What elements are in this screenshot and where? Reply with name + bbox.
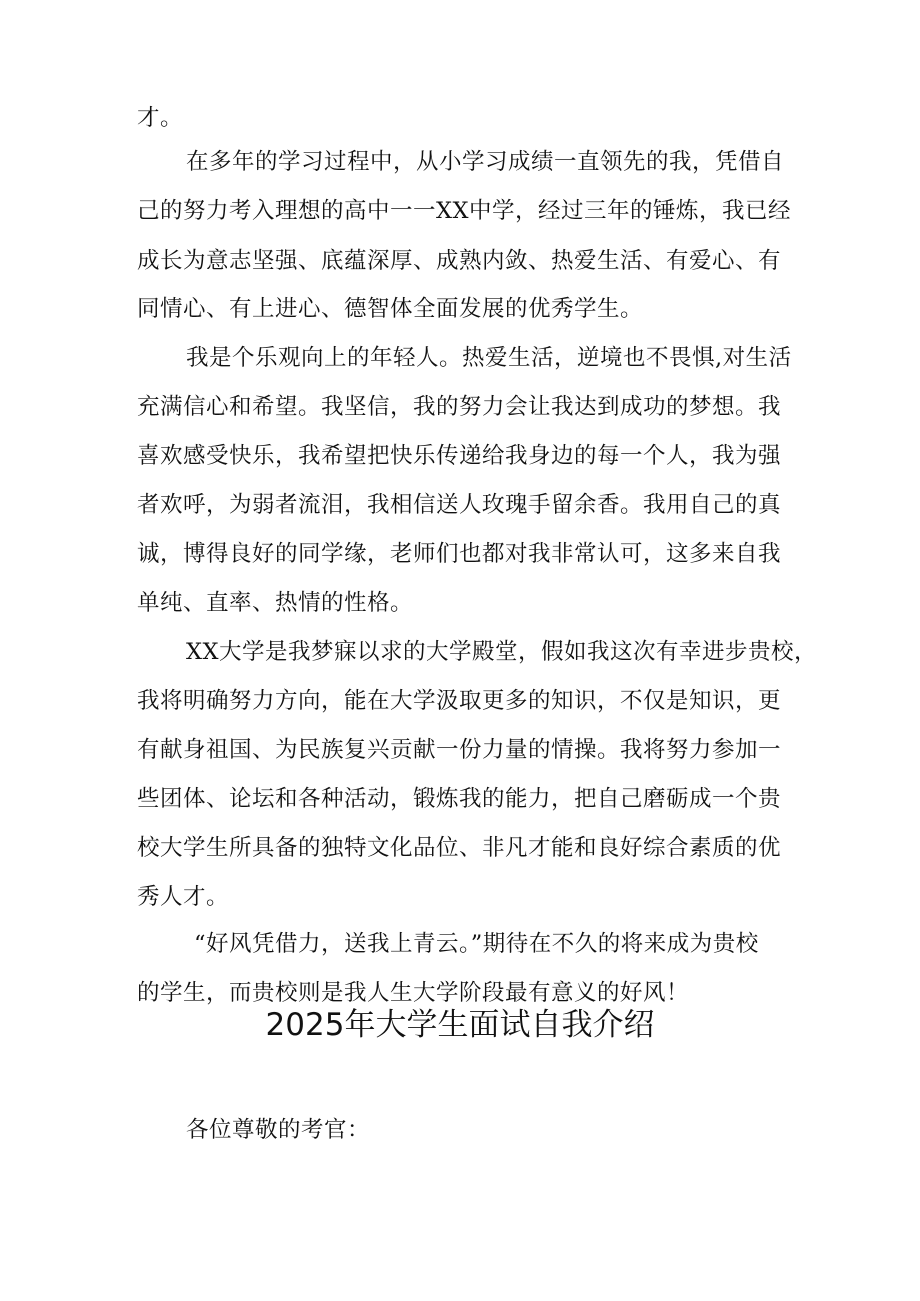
- paragraph-line: XX大学是我梦寐以求的大学殿堂，假如我这次有幸进步贵校，: [186, 639, 818, 665]
- paragraph-line: 秀人才。: [137, 884, 230, 910]
- paragraph-line: 才。: [137, 105, 184, 131]
- greeting-line: 各位尊敬的考官：: [186, 1117, 371, 1143]
- paragraph-line: 在多年的学习过程中，从小学习成绩一直领先的我，凭借自: [186, 149, 785, 175]
- paragraph-line: 充满信心和希望。我坚信，我的努力会让我达到成功的梦想。我: [137, 394, 782, 420]
- paragraph-line: 有献身祖国、为民族复兴贡献一份力量的情操。我将努力参加一: [137, 737, 782, 763]
- paragraph-line: 己的努力考入理想的高中一一XX中学，经过三年的锤炼，我已经: [137, 198, 792, 224]
- paragraph-line: 我将明确努力方向，能在大学汲取更多的知识，不仅是知识，更: [137, 688, 782, 714]
- paragraph-line: “好风凭借力，送我上青云。”期待在不久的将来成为贵校: [194, 931, 759, 957]
- paragraph-line: 者欢呼，为弱者流泪，我相信送人玫瑰手留余香。我用自己的真: [137, 492, 782, 518]
- paragraph-line: 校大学生所具备的独特文化品位、非凡才能和良好综合素质的优: [137, 835, 782, 861]
- paragraph-line: 喜欢感受快乐，我希望把快乐传递给我身边的每一个人，我为强: [137, 443, 782, 469]
- paragraph-line: 单纯、直率、热情的性格。: [137, 590, 414, 616]
- paragraph-line: 成长为意志坚强、底蕴深厚、成熟内敛、热爱生活、有爱心、有: [137, 248, 782, 274]
- paragraph-line: 诚，博得良好的同学缘，老师们也都对我非常认可，这多来自我: [137, 541, 782, 567]
- paragraph-line: 的学生，而贵校则是我人生大学阶段最有意义的好风！: [137, 980, 690, 1006]
- paragraph-line: 同情心、有上进心、德智体全面发展的优秀学生。: [137, 296, 644, 322]
- document-title: 2025年大学生面试自我介绍: [265, 1007, 655, 1043]
- paragraph-line: 些团体、论坛和各种活动，锻炼我的能力，把自己磨砺成一个贵: [137, 786, 782, 812]
- paragraph-line: 我是个乐观向上的年轻人。热爱生活，逆境也不畏惧,对生活: [186, 345, 792, 371]
